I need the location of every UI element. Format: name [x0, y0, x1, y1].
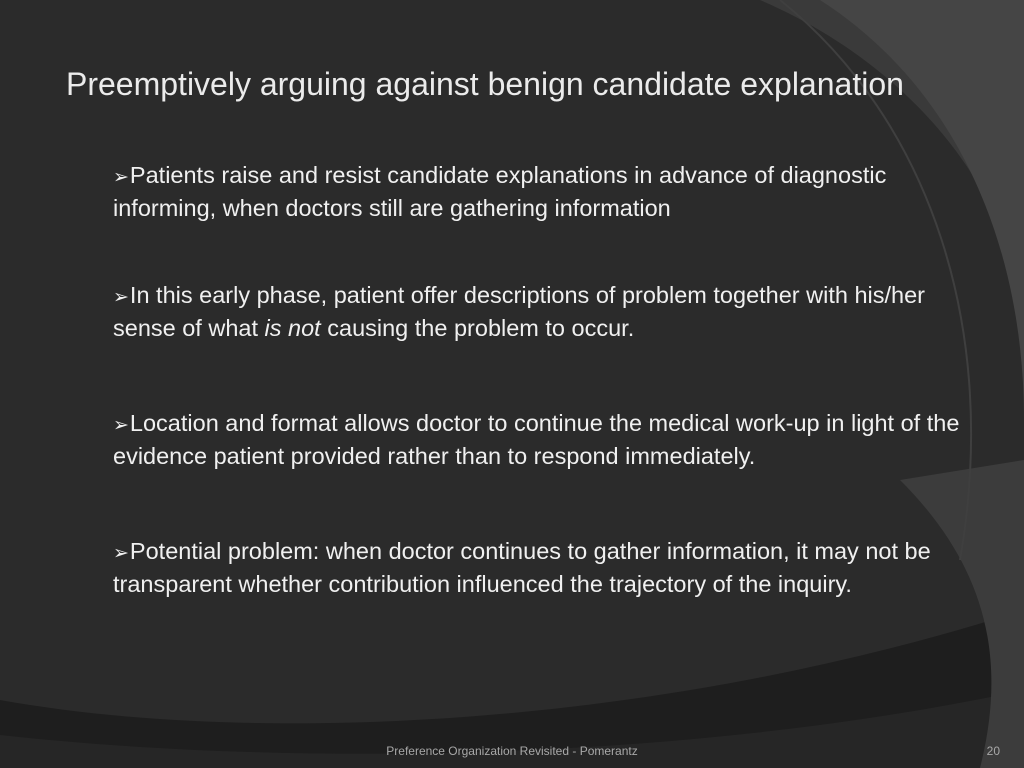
- bullet-emphasis: is not: [264, 315, 321, 341]
- bullet-text: Potential problem: when doctor continues to gather information, it may not be transparent whether contribution influenced the trajectory of the inquiry.: [113, 538, 931, 597]
- bullet-item: [113, 536, 983, 600]
- slide-title: Preemptively arguing against benign candidate explanation: [66, 66, 904, 102]
- slide-number: 20: [986, 744, 1000, 758]
- bullet-text: causing the problem to occur.: [320, 315, 635, 341]
- arrow-bullet-icon: ➢: [113, 415, 129, 436]
- arrow-bullet-icon: ➢: [113, 543, 129, 564]
- arrow-bullet-icon: ➢: [113, 287, 129, 308]
- slide-footer: Preference Organization Revisited - Pomerantz: [386, 744, 638, 758]
- bullet-item: [113, 280, 983, 344]
- bullet-text: Location and format allows doctor to continue the medical work-up in light of the evidence patient provided rather than to respond immediately.: [113, 410, 960, 469]
- bullet-text: In this early phase, patient offer descriptions of problem together with his/her sense of what: [113, 282, 926, 341]
- bullet-item: [113, 160, 983, 224]
- bullet-item: [113, 408, 983, 472]
- arrow-bullet-icon: ➢: [113, 167, 129, 188]
- bullet-text: Patients raise and resist candidate explanations in advance of diagnostic informing, when doctors still are gathering information: [113, 162, 887, 221]
